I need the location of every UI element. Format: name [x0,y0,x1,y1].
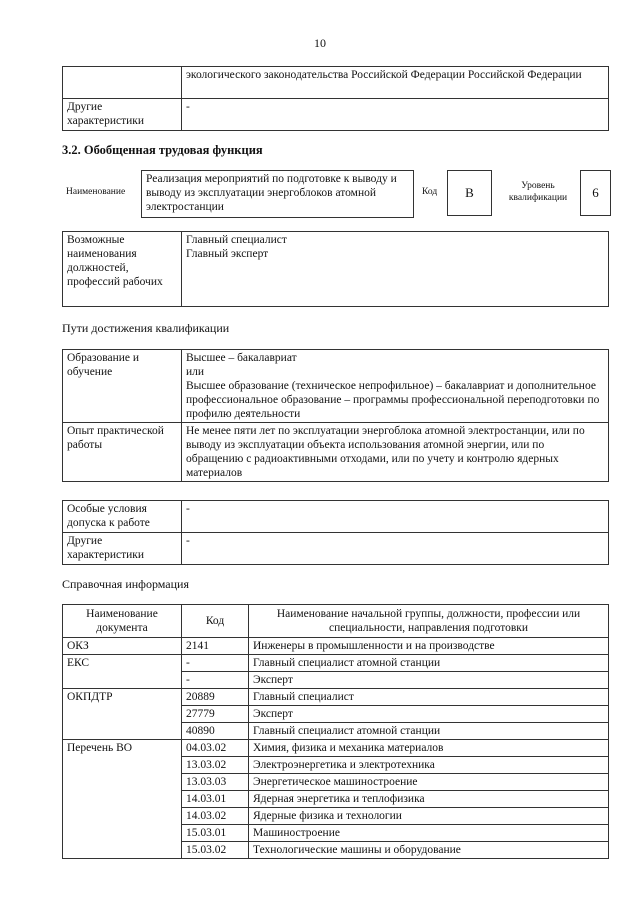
table-row [63,655,609,672]
ref-name: Инженеры в промышленности и на производстве [249,638,609,655]
other-characteristics-value: - [182,99,609,131]
table-row [63,740,609,757]
ref-code: 13.03.02 [182,757,249,774]
table-row [63,689,609,706]
section-title: 3.2. Обобщенная трудовая функция [62,143,263,157]
special-conditions-value: - [182,501,609,533]
continuation-text: экологического законодательства Российской Федерации Российской Федерации [182,67,609,99]
function-name: Реализация мероприятий по подготовке к выводу и выводу из эксплуатации энергоблоков атомной электростанции [141,170,414,218]
reference-title: Справочная информация [62,577,189,591]
table-row [63,67,609,99]
paths-title: Пути достижения квалификации [62,321,230,335]
positions-table [62,231,609,307]
experience-label: Опыт практической работы [63,423,182,482]
page-number: 10 [314,36,326,50]
ref-document: ОКПДТР [63,689,182,740]
education-line: или [186,366,205,378]
ref-code: 27779 [182,706,249,723]
level-value: 6 [580,170,611,216]
ref-code: 15.03.02 [182,842,249,859]
ref-code: 14.03.01 [182,791,249,808]
other-label: Другие характеристики [63,533,182,565]
ref-name: Энергетическое машиностроение [249,774,609,791]
table-row [63,638,609,655]
header-document: Наименование документа [63,605,182,638]
table-row [63,533,609,565]
ref-code: 14.03.02 [182,808,249,825]
continuation-table [62,66,609,131]
table-row [63,501,609,533]
education-line: Высшее образование (техническое непрофильное) – бакалавриат и дополнительное профессиональное образование – программы профессиональной переподготовки по профилю деятельности [186,380,600,420]
table-row [63,99,609,131]
education-line: Высшее – бакалавриат [186,352,297,364]
positions-values [182,232,609,307]
ref-code: - [182,672,249,689]
table-row [63,350,609,423]
position-item: Главный эксперт [186,248,269,260]
ref-code: - [182,655,249,672]
ref-name: Электроэнергетика и электротехника [249,757,609,774]
qualification-table [62,349,609,482]
header-code: Код [182,605,249,638]
ref-name: Химия, физика и механика материалов [249,740,609,757]
ref-name: Ядерная энергетика и теплофизика [249,791,609,808]
ref-name: Главный специалист атомной станции [249,655,609,672]
ref-name: Эксперт [249,706,609,723]
ref-code: 04.03.02 [182,740,249,757]
special-conditions-label: Особые условия допуска к работе [63,501,182,533]
ref-name: Эксперт [249,672,609,689]
table-header-row [63,605,609,638]
ref-code: 2141 [182,638,249,655]
education-label: Образование и обучение [63,350,182,423]
code-value: B [447,170,492,216]
ref-document: ОКЗ [63,638,182,655]
ref-document: Перечень ВО [63,740,182,859]
ref-code: 13.03.03 [182,774,249,791]
ref-name: Технологические машины и оборудование [249,842,609,859]
other-value: - [182,533,609,565]
ref-name: Ядерные физика и технологии [249,808,609,825]
ref-code: 20889 [182,689,249,706]
ref-name: Машиностроение [249,825,609,842]
other-characteristics-label: Другие характеристики [63,99,182,131]
ref-code: 40890 [182,723,249,740]
code-label: Код [422,187,438,197]
table-row [63,232,609,307]
reference-table [62,604,609,859]
ref-name: Главный специалист [249,689,609,706]
ref-name: Главный специалист атомной станции [249,723,609,740]
table-row [63,423,609,482]
experience-text: Не менее пяти лет по эксплуатации энергоблока атомной электростанции, или по выводу из эксплуатации объекта использования атомной энергии, или по обращению с радиоактивными отходами, или по учету и контролю ядерных материалов [182,423,609,482]
positions-label: Возможные наименования должностей, профессий рабочих [63,232,182,307]
level-label: Уровень квалификации [508,181,568,203]
conditions-table [62,500,609,565]
name-label: Наименование [66,187,126,197]
ref-document: ЕКС [63,655,182,689]
header-name: Наименование начальной группы, должности, профессии или специальности, направления подготовки [249,605,609,638]
education-values [182,350,609,423]
ref-code: 15.03.01 [182,825,249,842]
position-item: Главный специалист [186,234,287,246]
